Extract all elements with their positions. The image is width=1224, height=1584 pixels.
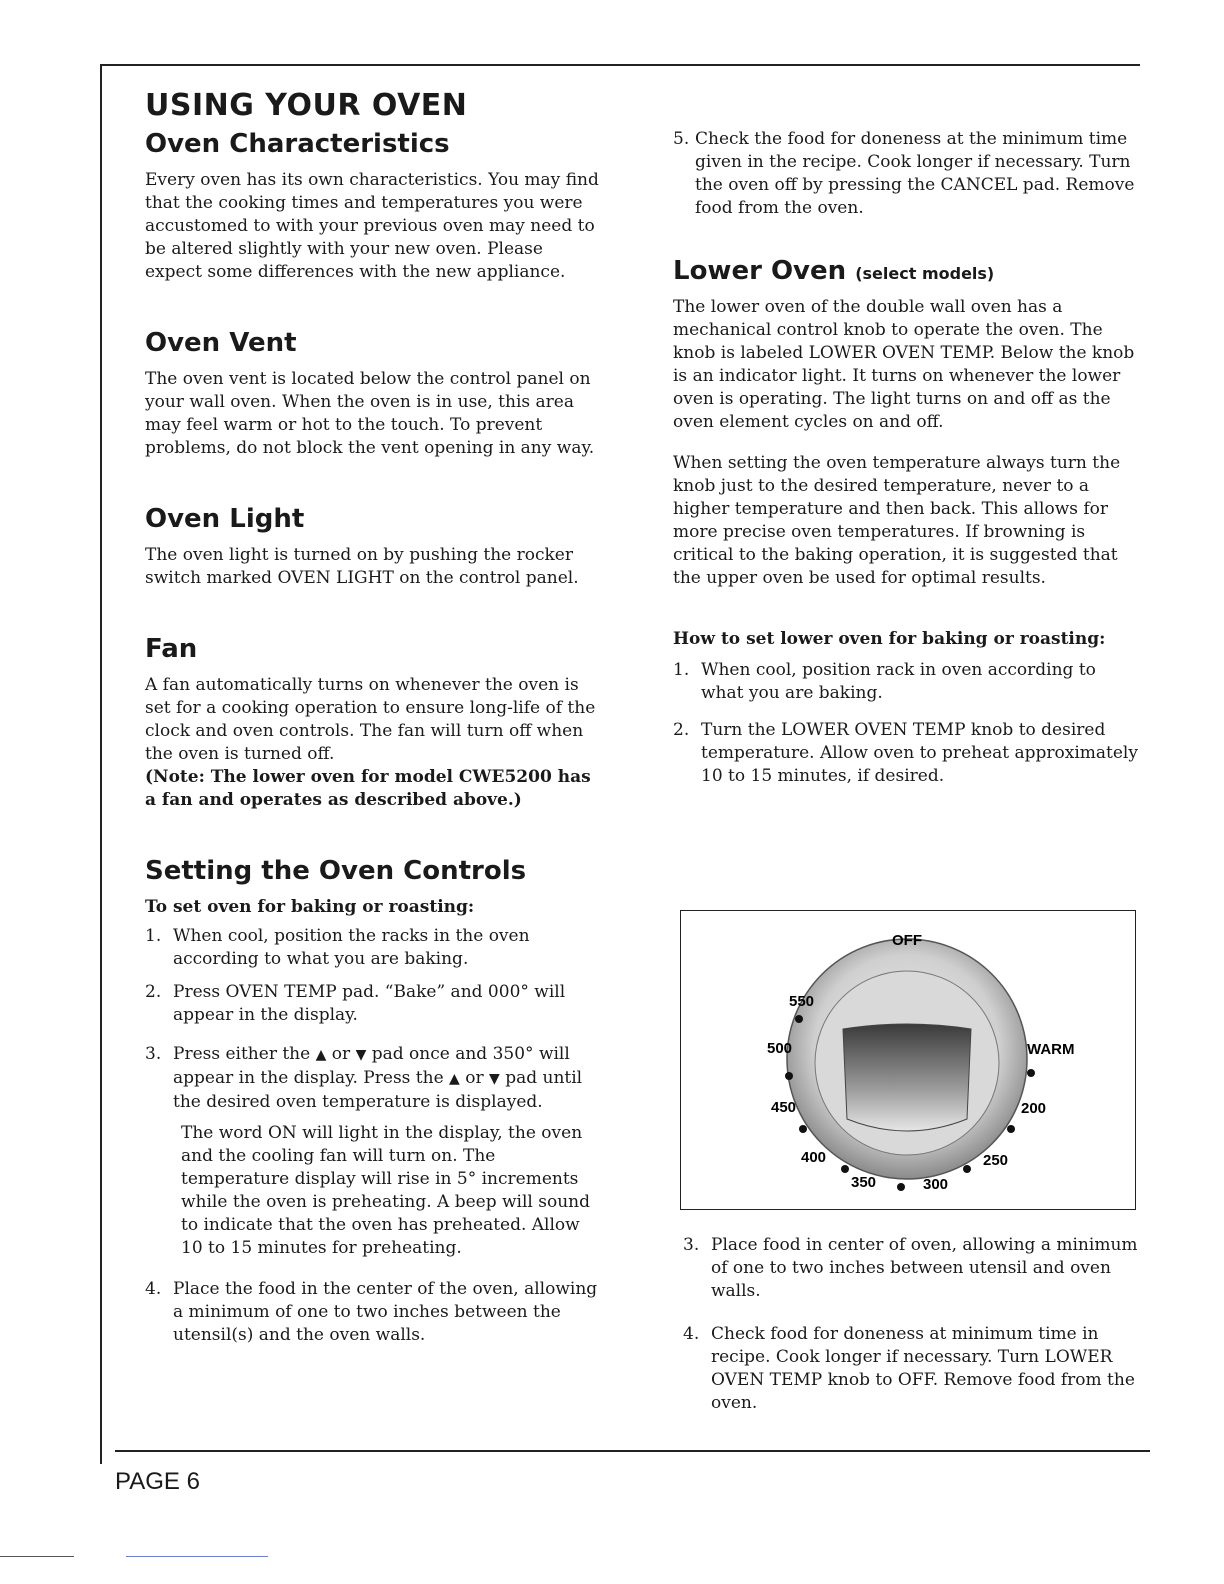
controls-heading: Setting the Oven Controls — [145, 856, 527, 886]
step-text: When cool, position the racks in the oven according to what you are baking. — [173, 926, 530, 969]
controls-subheading: To set oven for baking or roasting: — [145, 897, 475, 917]
lower-oven-heading — [673, 256, 1143, 286]
fan-note: (Note: The lower oven for model CWE5200 has a fan and operates as described above.) — [145, 767, 591, 810]
step-text — [173, 1043, 605, 1114]
right-column-lower — [683, 1234, 1138, 1415]
step-number: 2. — [673, 720, 690, 740]
characteristics-body: Every oven has its own characteristics. You may find that the cooking times and temperatures you were accustomed to with your previous oven may need to be altered slightly with your new oven. Please expect some differences with the new appliance. — [145, 170, 599, 282]
vent-body: The oven vent is located below the control panel on your wall oven. When the oven is in use, this area may feel warm or hot to the touch. To prevent problems, do not block the vent opening in any way. — [145, 369, 595, 458]
light-body: The oven light is turned on by pushing the rocker switch marked OVEN LIGHT on the control panel. — [145, 545, 579, 588]
controls-step-4 — [145, 1278, 605, 1347]
step3-part-c: pad until the desired oven temperature is displayed. — [173, 1068, 583, 1112]
down-arrow-icon: ▼ — [355, 1047, 367, 1063]
fan-heading: Fan — [145, 634, 198, 664]
dial-label-200: 200 — [1021, 1100, 1047, 1117]
controls-step-2 — [145, 981, 605, 1027]
step-text: Check the food for doneness at the minimum time given in the recipe. Cook longer if necessary. Turn the oven off by pressing the CANCEL pad. Remove food from the oven. — [695, 129, 1135, 218]
dial-dot-350 — [897, 1183, 905, 1191]
dial-label-warm: WARM — [1027, 1041, 1075, 1058]
step-text: Press OVEN TEMP pad. “Bake” and 000° will appear in the display. — [173, 982, 566, 1025]
step3-or-1: or — [331, 1044, 351, 1064]
lower-oven-title: Lower Oven — [673, 256, 847, 286]
dial-label-500: 500 — [767, 1040, 793, 1057]
lower-oven-subtitle: (select models) — [855, 264, 995, 283]
step-text: Check food for doneness at minimum time in recipe. Cook longer if necessary. Turn LOWER OVEN TEMP knob to OFF. Remove food from the oven. — [711, 1324, 1135, 1413]
step3-part-b: pad once and 350° will appear in the display. Press the — [173, 1044, 570, 1088]
dial-dot-550 — [795, 1015, 803, 1023]
left-column — [145, 88, 605, 1347]
controls-step-3-detail: The word ON will light in the display, the oven and the cooling fan will turn on. The temperature display will rise in 5° increments while the oven is preheating. A beep will sound to indicate that the oven has preheated. Allow 10 to 15 minutes for preheating. — [181, 1123, 590, 1258]
lower-oven-body-2: When setting the oven temperature always turn the knob just to the desired temperature, never to a higher temperature and then back. This allows for more precise oven temperatures. If browning is critical to the baking operation, it is suggested that the upper oven be used for optimal results. — [673, 453, 1121, 588]
down-arrow-icon: ▼ — [489, 1071, 500, 1087]
page-title: USING YOUR OVEN — [145, 88, 468, 123]
scan-mark-left — [0, 1556, 74, 1557]
characteristics-heading: Oven Characteristics — [145, 129, 450, 159]
dial-dot-200 — [1027, 1069, 1035, 1077]
vent-heading: Oven Vent — [145, 328, 297, 358]
lower-step-3 — [683, 1234, 1138, 1303]
dial-knob-grip — [843, 1024, 971, 1131]
controls-step-3 — [145, 1043, 605, 1114]
step3-part-a: Press either the — [173, 1044, 311, 1064]
step-text: Turn the LOWER OVEN TEMP knob to desired temperature. Allow oven to preheat approximately 10 to 15 minutes, if desired. — [701, 720, 1138, 786]
page-number: PAGE 6 — [115, 1468, 200, 1495]
dial-label-off: OFF — [892, 932, 922, 949]
dial-label-450: 450 — [771, 1099, 797, 1116]
dial-dot-450 — [799, 1125, 807, 1133]
right-column — [673, 128, 1143, 788]
step-number: 4. — [683, 1324, 700, 1344]
dial-dot-400 — [841, 1165, 849, 1173]
lower-oven-body-1: The lower oven of the double wall oven has a mechanical control knob to operate the oven. The knob is labeled LOWER OVEN TEMP. Below the knob is an indicator light. It turns on whenever the lower oven is operating. The light turns on and off as the oven element cycles on and off. — [673, 297, 1135, 432]
dial-dot-500 — [785, 1072, 793, 1080]
lower-step-1 — [673, 659, 1143, 705]
lower-oven-subheading: How to set lower oven for baking or roasting: — [673, 629, 1106, 649]
dial-svg — [681, 911, 1137, 1211]
dial-label-550: 550 — [789, 993, 815, 1010]
top-rule — [100, 64, 1140, 66]
dial-label-350: 350 — [851, 1174, 877, 1191]
step-text: Place food in center of oven, allowing a minimum of one to two inches between utensil and oven walls. — [711, 1235, 1138, 1301]
step-text: Place the food in the center of the oven, allowing a minimum of one to two inches between the utensil(s) and the oven walls. — [173, 1279, 598, 1345]
dial-dot-250 — [1007, 1125, 1015, 1133]
dial-label-400: 400 — [801, 1149, 827, 1166]
step-number: 4. — [145, 1279, 162, 1299]
dial-label-300: 300 — [923, 1176, 949, 1193]
step-number: 2. — [145, 982, 162, 1002]
dial-label-250: 250 — [983, 1152, 1009, 1169]
controls-step-1 — [145, 925, 605, 971]
step-number: 5. — [673, 129, 690, 149]
bottom-rule — [115, 1450, 1150, 1452]
step-number: 3. — [145, 1044, 162, 1064]
step-number: 1. — [145, 926, 162, 946]
lower-oven-temp-dial-figure — [680, 910, 1136, 1210]
up-arrow-icon: ▲ — [449, 1071, 460, 1087]
scan-mark-right — [126, 1556, 268, 1557]
fan-body: A fan automatically turns on whenever the oven is set for a cooking operation to ensure long-life of the clock and oven controls. The fan will turn off when the oven is turned off. — [145, 675, 596, 764]
step-text: When cool, position rack in oven according to what you are baking. — [701, 660, 1096, 703]
lower-step-2 — [673, 719, 1143, 788]
step-number: 1. — [673, 660, 690, 680]
dial-dot-300 — [963, 1165, 971, 1173]
controls-step-5 — [673, 128, 1143, 220]
left-rule — [100, 64, 102, 1464]
light-heading: Oven Light — [145, 504, 305, 534]
up-arrow-icon: ▲ — [315, 1047, 327, 1063]
step-number: 3. — [683, 1235, 700, 1255]
step3-or-2: or — [465, 1068, 484, 1088]
lower-step-4 — [683, 1323, 1138, 1415]
